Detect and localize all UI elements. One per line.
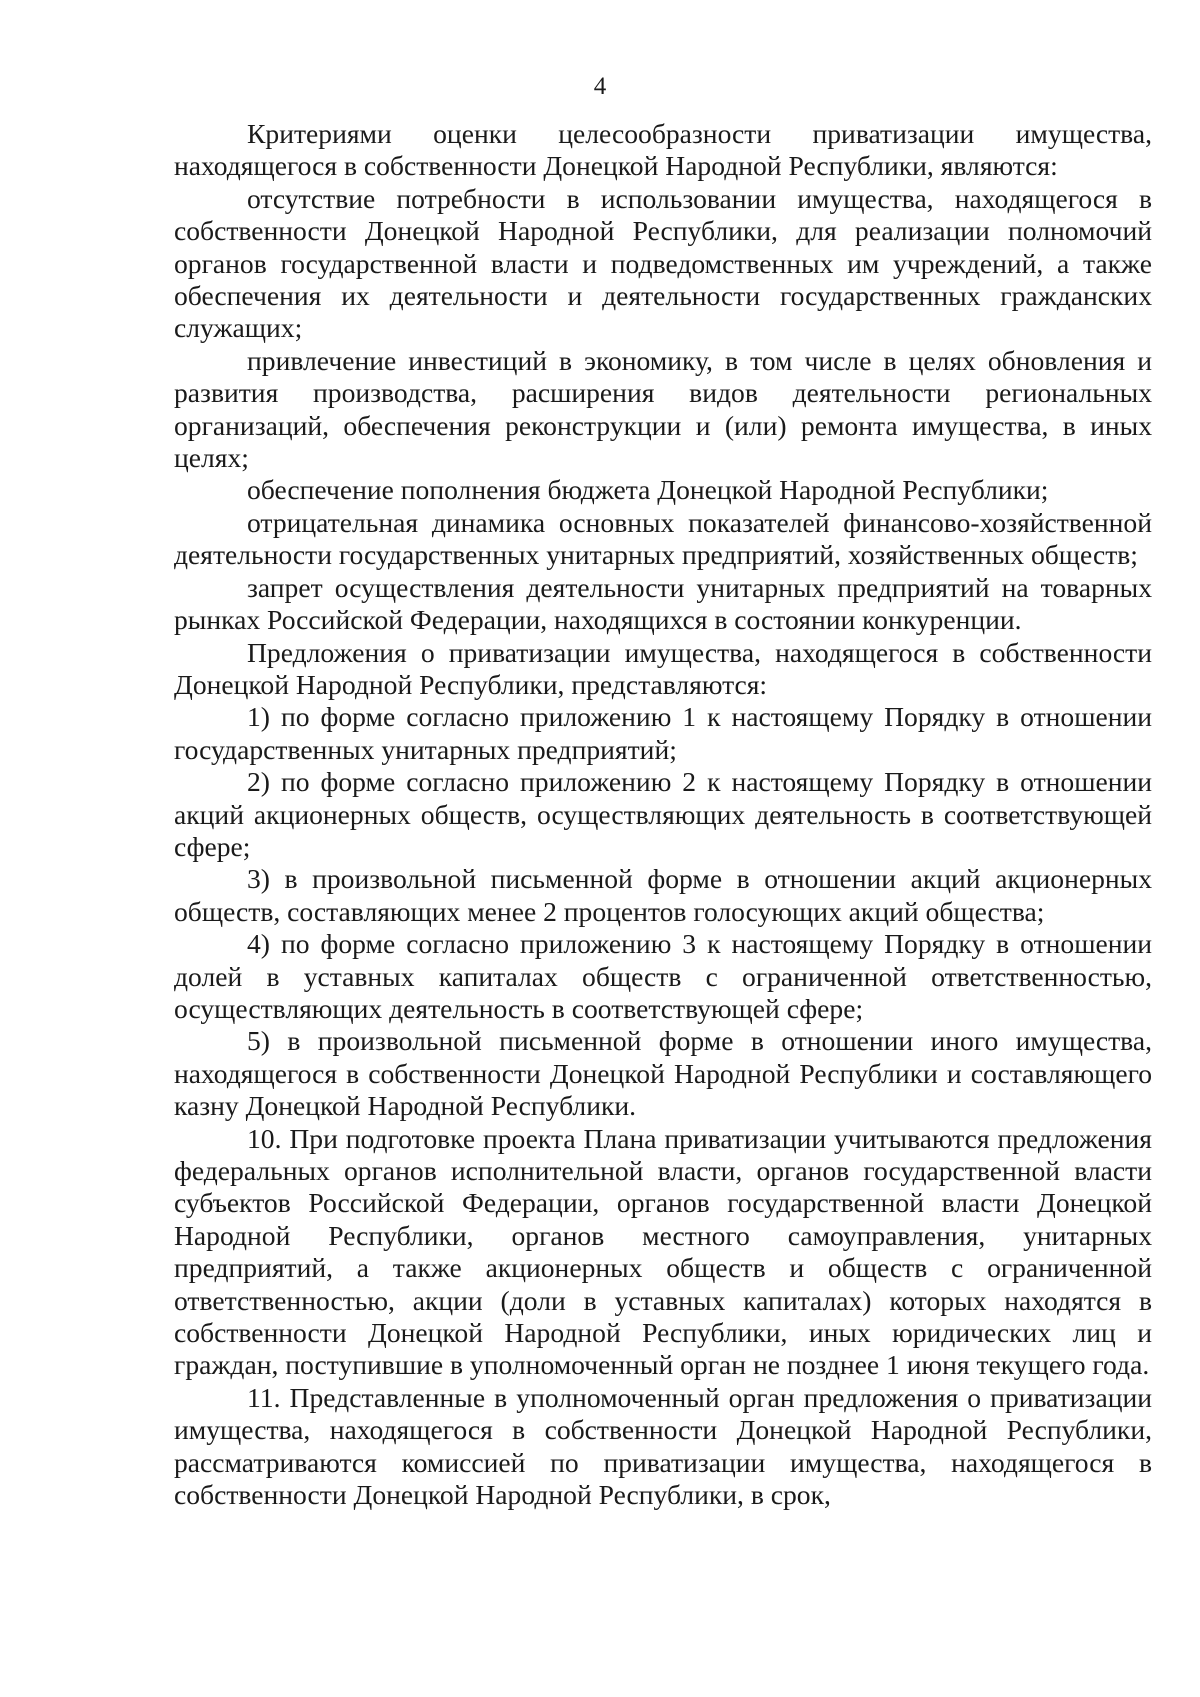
numbered-clause: 11. Представленные в уполномоченный орган предложения о приватизации имущества, находящегося в собственности Донецкой Народной Республики, рассматриваются комиссией по приватизации имущества, находящегося в собственности Донецкой Народной Республики, в срок, (174, 1381, 1152, 1511)
paragraph: Предложения о приватизации имущества, находящегося в собственности Донецкой Народной Республики, представляются: (174, 636, 1152, 700)
list-item: 5) в произвольной письменной форме в отношении иного имущества, находящегося в собственности Донецкой Народной Республики и составляющего казну Донецкой Народной Республики. (174, 1025, 1152, 1122)
numbered-clause: 10. При подготовке проекта Плана приватизации учитываются предложения федеральных органов исполнительной власти, органов государственной власти субъектов Российской Федерации, органов государственной власти Донецкой Народной Республики, органов местного самоуправления, унитарных предприятий, а также акционерных обществ и обществ с ограниченной ответственностью, акции (доли в уставных капиталах) которых находятся в собственности Донецкой Народной Республики, иных юридических лиц и граждан, поступившие в уполномоченный орган не позднее 1 июня текущего года. (174, 1122, 1152, 1381)
paragraph: Критериями оценки целесообразности приватизации имущества, находящегося в собственности Донецкой Народной Республики, являются: (174, 118, 1152, 182)
paragraph: обеспечение пополнения бюджета Донецкой Народной Республики; (247, 474, 1049, 506)
list-item: 1) по форме согласно приложению 1 к настоящему Порядку в отношении государственных унитарных предприятий; (174, 701, 1152, 765)
list-item: 3) в произвольной письменной форме в отношении акций акционерных обществ, составляющих менее 2 процентов голосующих акций общества; (174, 863, 1152, 927)
page-number: 4 (593, 73, 607, 100)
list-item: 4) по форме согласно приложению 3 к настоящему Порядку в отношении долей в уставных капиталах обществ с ограниченной ответственностью, осуществляющих деятельность в соответствующей сфере; (174, 928, 1152, 1024)
paragraph: отрицательная динамика основных показателей финансово-хозяйственной деятельности государственных унитарных предприятий, хозяйственных обществ; (174, 506, 1152, 571)
list-item: 2) по форме согласно приложению 2 к настоящему Порядку в отношении акций акционерных обществ, осуществляющих деятельность в соответствующей сфере; (174, 766, 1152, 862)
paragraph: привлечение инвестиций в экономику, в том числе в целях обновления и развития производства, расширения видов деятельности региональных организаций, обеспечения реконструкции и (или) ремонта имущества, в иных целях; (174, 344, 1152, 474)
document-body (174, 118, 1152, 1511)
paragraph: запрет осуществления деятельности унитарных предприятий на товарных рынках Российской Федерации, находящихся в состоянии конкуренции. (174, 571, 1152, 636)
paragraph: отсутствие потребности в использовании имущества, находящегося в собственности Донецкой Народной Республики, для реализации полномочий органов государственной власти и подведомственных им учреждений, а также обеспечения их деятельности и деятельности государственных гражданских служащих; (174, 182, 1152, 344)
